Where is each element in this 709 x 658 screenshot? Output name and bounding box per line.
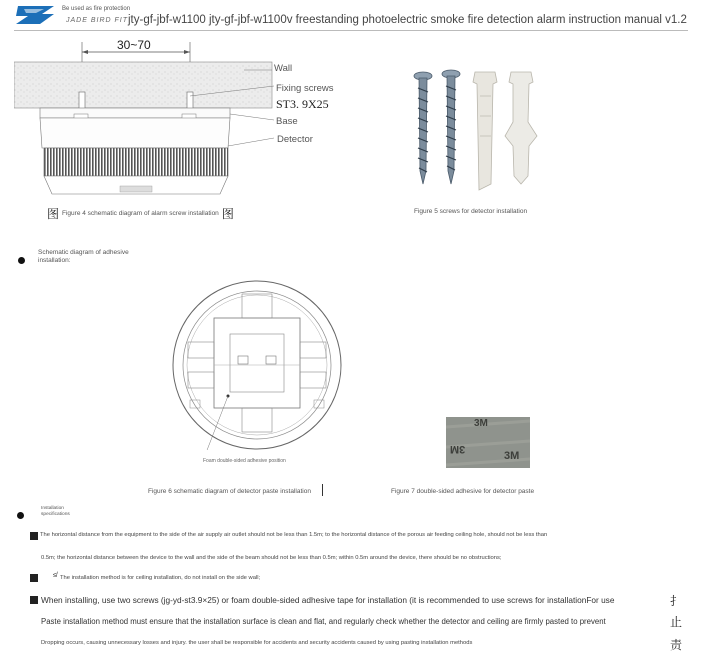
figure5-caption: Figure 5 screws for detector installation: [414, 208, 528, 215]
page-title: jty-gf-jbf-w1100 jty-gf-jbf-w1100v freestanding photoelectric smoke fire detection alarm instruction manual v1.2: [128, 14, 687, 26]
brand-logo: [14, 4, 58, 26]
spec-line-2: 0.5m; the horizontal distance between the device to the wall and the side of the beam should not be less than 0.5m; within 0.5m around the device, there should be no obstructions;: [41, 555, 502, 561]
caption-divider: [322, 484, 323, 496]
figure7-tape-image: [446, 417, 530, 468]
bullet: [18, 257, 25, 264]
header-tag: Be used as fire protection: [62, 6, 131, 12]
tape-logo-3: 3M: [504, 450, 520, 462]
spec-line-3-mark: ≰: [53, 572, 57, 579]
figure7-caption: Figure 7 double-sided adhesive for detector paste: [391, 488, 535, 495]
figure4-diagram: [14, 34, 274, 204]
spec-heading: Installation specifications: [41, 506, 70, 517]
label-base: Base: [276, 116, 298, 127]
header-brand-sub: JADE BIRD FIT: [66, 17, 129, 24]
spec-line-6: Dropping occurs, causing unnecessary losses and injury. the user shall be responsible for accidents and security accidents caused by using pasting installation methods: [41, 640, 473, 646]
spec-line-5: Paste installation method must ensure that the installation surface is clean and flat, and regularly check whether the detector and ceiling are firmly pasted to prevent: [41, 617, 606, 626]
margin-char-1: 扌: [670, 594, 683, 608]
foam-position-label: Foam double-sided adhesive position: [203, 458, 286, 464]
figure6-caption: Figure 6 schematic diagram of detector paste installation: [148, 488, 311, 495]
spec-line-3: The installation method is for ceiling installation, do not install on the side wall;: [60, 575, 261, 581]
figure5-screws-image: [405, 66, 555, 196]
list-marker: [30, 596, 38, 604]
label-detector: Detector: [277, 134, 313, 145]
label-screw-spec: ST3. 9X25: [276, 97, 329, 111]
figure6-diagram: [170, 280, 345, 450]
label-wall: Wall: [274, 63, 293, 74]
margin-char-3: 责: [670, 638, 683, 652]
tape-logo-1: 3M: [474, 418, 488, 429]
spec-line-4: When installing, use two screws (jg-yd-st3.9×25) or foam double-sided adhesive tape for installation (it is recommended to use screws for installationFor use: [41, 595, 615, 605]
figure4-caption-text: Figure 4 schematic diagram of alarm screw installation: [62, 210, 219, 217]
figure4-dimension: 30~70: [117, 38, 151, 52]
label-fixing-screws: Fixing screws: [276, 83, 334, 94]
figure4-caption: [47, 205, 234, 222]
header-divider: [14, 30, 688, 31]
spec-line-1: The horizontal distance from the equipment to the side of the air supply air outlet should not be less than 1.5m; to the horizontal distance of the porous air feeding ceiling hole, should not be less than: [40, 532, 548, 538]
adhesive-heading: Schematic diagram of adhesive installation:: [38, 249, 129, 264]
margin-char-2: 止: [670, 615, 683, 629]
tape-logo-2: 3M: [450, 443, 466, 455]
list-marker: [30, 574, 38, 582]
figure4-caption-prefix: 图: [47, 207, 60, 221]
list-marker: [30, 532, 38, 540]
bullet: [17, 512, 24, 519]
figure4-caption-suffix: 图: [221, 207, 234, 221]
